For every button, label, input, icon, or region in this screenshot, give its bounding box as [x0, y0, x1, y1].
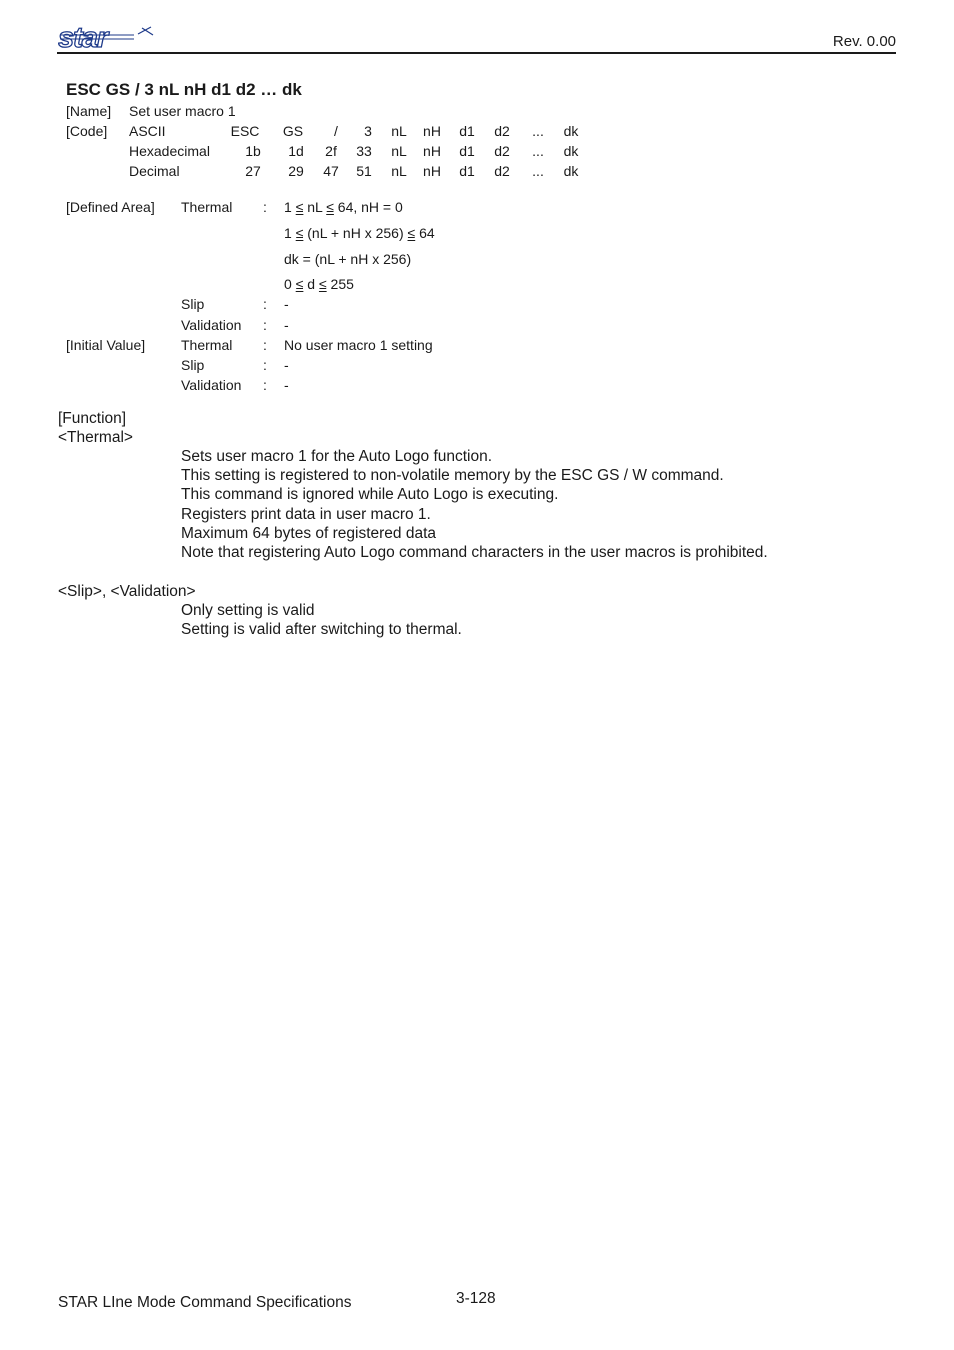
initial-thermal-value: No user macro 1 setting — [284, 337, 433, 353]
code-cell: 29 — [288, 163, 304, 179]
code-cell: d1 — [459, 163, 475, 179]
code-cell: 33 — [356, 143, 372, 159]
code-row-label: Hexadecimal — [129, 143, 210, 159]
code-cell: dk — [563, 163, 579, 179]
code-cell: 1b — [245, 143, 261, 159]
code-cell: 2f — [325, 143, 337, 159]
header-rule — [57, 52, 896, 54]
initial-validation-label: Validation — [181, 377, 242, 393]
slip-validation-section-label: <Slip>, <Validation> — [58, 583, 196, 600]
code-cell: ... — [532, 123, 544, 139]
initial-value-label: [Initial Value] — [66, 337, 146, 353]
code-cell: 27 — [245, 163, 261, 179]
function-line: Sets user macro 1 for the Auto Logo function. — [181, 448, 493, 465]
function-line: This setting is registered to non-volatile memory by the ESC GS / W command. — [181, 467, 724, 484]
function-line: Only setting is valid — [181, 602, 315, 619]
colon: : — [263, 377, 267, 393]
code-cell: nL — [391, 163, 407, 179]
function-line: Registers print data in user macro 1. — [181, 506, 431, 523]
initial-slip-label: Slip — [181, 357, 205, 373]
colon: : — [263, 337, 267, 353]
code-cell: d1 — [459, 143, 475, 159]
range-line-1: 1 ≤ nL ≤ 64, nH = 0 — [284, 199, 403, 215]
code-cell: / — [334, 123, 338, 139]
code-cell: ... — [532, 143, 544, 159]
colon: : — [263, 317, 267, 333]
initial-validation-value: - — [284, 377, 289, 393]
code-cell: d2 — [494, 123, 510, 139]
code-cell: d2 — [494, 143, 510, 159]
defined-slip-label: Slip — [181, 296, 205, 312]
function-line: This command is ignored while Auto Logo is executing. — [181, 486, 559, 503]
code-cell: d2 — [494, 163, 510, 179]
defined-slip-value: - — [284, 296, 289, 312]
footer-document-title: STAR LIne Mode Command Specifications — [58, 1294, 352, 1311]
name-value: Set user macro 1 — [129, 103, 236, 119]
initial-slip-value: - — [284, 357, 289, 373]
star-logo-mark — [58, 24, 158, 52]
code-cell: nL — [391, 143, 407, 159]
command-title: ESC GS / 3 nL nH d1 d2 … dk — [66, 80, 302, 99]
code-row-label: Decimal — [129, 163, 180, 179]
code-row-label: ASCII — [129, 123, 166, 139]
defined-validation-label: Validation — [181, 317, 242, 333]
code-cell: dk — [563, 123, 579, 139]
range-line-3: dk = (nL + nH x 256) — [284, 251, 412, 267]
star-logo — [58, 24, 158, 52]
code-cell: ... — [532, 163, 544, 179]
page-number: 3-128 — [456, 1290, 496, 1307]
code-cell: nH — [423, 163, 441, 179]
code-cell: nH — [423, 143, 441, 159]
code-cell: 51 — [356, 163, 372, 179]
code-cell: dk — [563, 143, 579, 159]
code-cell: d1 — [459, 123, 475, 139]
code-cell: GS — [282, 123, 304, 139]
range-line-4: 0 ≤ d ≤ 255 — [284, 276, 354, 292]
initial-thermal-label: Thermal — [181, 337, 233, 353]
defined-validation-value: - — [284, 317, 289, 333]
name-label: [Name] — [66, 103, 112, 119]
code-cell: 47 — [323, 163, 339, 179]
colon: : — [263, 357, 267, 373]
range-line-2: 1 ≤ (nL + nH x 256) ≤ 64 — [284, 225, 435, 241]
code-label: [Code] — [66, 123, 108, 139]
code-cell: 3 — [364, 123, 372, 139]
function-line: Setting is valid after switching to thermal. — [181, 621, 462, 638]
code-cell: 1d — [288, 143, 304, 159]
function-label: [Function] — [58, 410, 127, 427]
code-cell: nL — [391, 123, 407, 139]
defined-thermal-label: Thermal — [181, 199, 233, 215]
colon: : — [263, 199, 267, 215]
defined-area-label: [Defined Area] — [66, 199, 155, 215]
code-cell: nH — [423, 123, 441, 139]
revision-label: Rev. 0.00 — [832, 33, 896, 50]
function-line: Maximum 64 bytes of registered data — [181, 525, 437, 542]
colon: : — [263, 296, 267, 312]
code-cell: ESC — [230, 123, 260, 139]
thermal-section-label: <Thermal> — [58, 429, 133, 446]
function-line: Note that registering Auto Logo command characters in the user macros is prohibited. — [181, 544, 768, 561]
svg-text:star: star — [58, 24, 108, 52]
